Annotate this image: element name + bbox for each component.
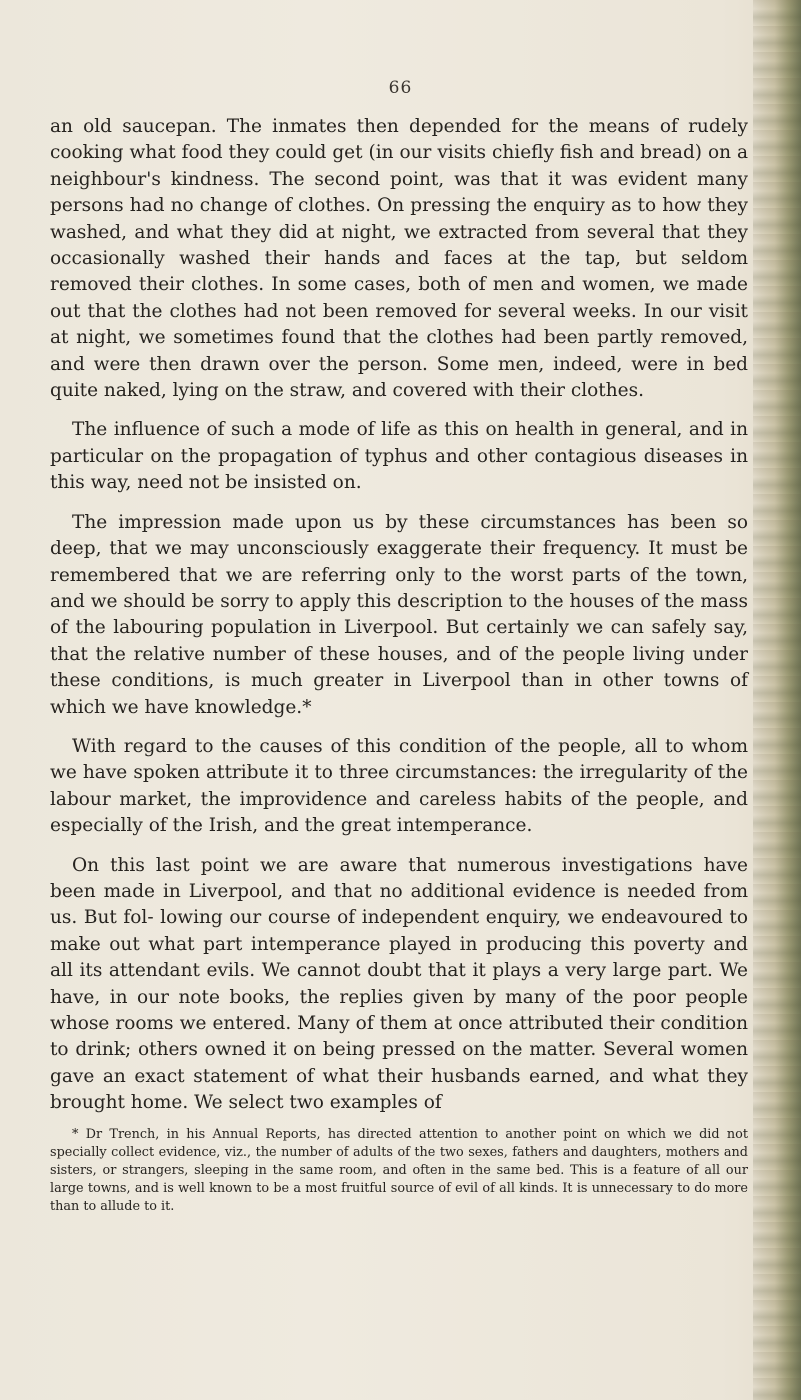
paragraph-4: With regard to the causes of this condition of the people, all to whom we have spoken attribute it to three circumstances: the irregularity of the labour market, the improvidence and careless habits of the people, and especially of the Irish, and the great intemperance. xyxy=(50,735,748,837)
paragraph-2: The influence of such a mode of life as this on health in general, and in particular on the propagation of typhus and other contagious diseases in this way, need not be insisted on. xyxy=(50,419,748,494)
page-number: 66 xyxy=(388,78,413,98)
body-text xyxy=(50,114,748,1217)
paragraph-1: an old saucepan. The inmates then depended for the means of rudely cooking what food they could get (in our visits chiefly fish and bread) on a neighbour's kindness. The second point, was that it was evident many persons had no change of clothes. On pressing the enquiry as to how they washed, and what they did at night, we extracted from several that they occasionally washed their hands and faces at the tap, but seldom removed their clothes. In some cases, both of men and women, we made out that the clothes had not been removed for several weeks. In our visit at night, we sometimes found that the clothes had been partly removed, and were then drawn over the person. Some men, indeed, were in bed quite naked, lying on the straw, and covered with their clothes. xyxy=(50,116,748,402)
footnote: * Dr Trench, in his Annual Reports, has directed attention to another point on which we did not specially collect evidence, viz., the number of adults of the two sexes, fathers and daughters, mothers and sisters, or strangers, sleeping in the same room, and often in the same bed. This is a feature of all our large towns, and is well known to be a most fruitful source of evil of all kinds. It is unnecessary to do more than to allude to it. xyxy=(50,1126,748,1215)
book-spine-edge xyxy=(753,0,801,1400)
paragraph-3: The impression made upon us by these circumstances has been so deep, that we may unconsciously exaggerate their frequency. It must be remembered that we are referring only to the worst parts of the town, and we should be sorry to apply this description to the houses of the mass of the labouring population in Liverpool. But certainly we can safely say, that the relative number of these houses, and of the people living under these conditions, is much greater in Liverpool than in other towns of which we have knowledge.* xyxy=(50,511,748,718)
paragraph-5: On this last point we are aware that numerous investigations have been made in Liverpool, and that no additional evidence is needed from us. But fol- lowing our course of independent enquiry, we endeavoured to make out what part intemperance played in producing this poverty and all its attendant evils. We cannot doubt that it plays a very large part. We have, in our note books, the replies given by many of the poor people whose rooms we entered. Many of them at once attributed their condition to drink; others owned it on being pressed on the matter. Several women gave an exact statement of what their husbands earned, and what they brought home. We select two examples of xyxy=(50,854,748,1114)
